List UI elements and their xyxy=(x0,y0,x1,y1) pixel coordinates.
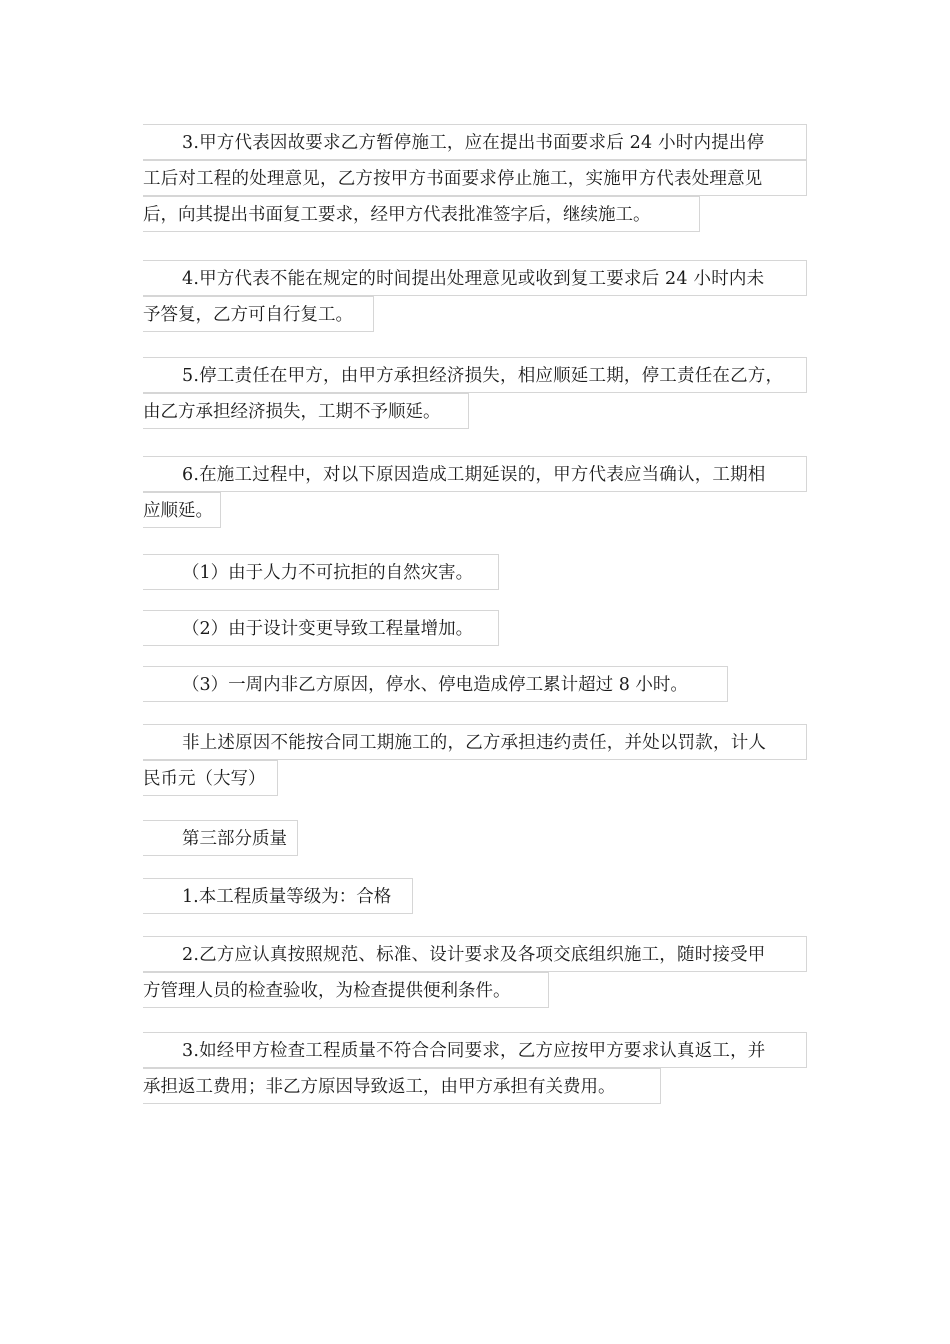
paragraph-line: 5.停工责任在甲方，由甲方承担经济损失，相应顺延工期，停工责任在乙方， xyxy=(143,357,807,393)
paragraph-line: 6.在施工过程中，对以下原因造成工期延误的，甲方代表应当确认，工期相 xyxy=(143,456,807,492)
paragraph-line: 后，向其提出书面复工要求，经甲方代表批准签字后，继续施工。 xyxy=(143,196,700,232)
paragraph-line: 民币元（大写） xyxy=(143,760,278,796)
section-heading-quality xyxy=(143,820,807,856)
paragraph-line: （1）由于人力不可抗拒的自然灾害。 xyxy=(143,554,499,590)
paragraph-line: 工后对工程的处理意见，乙方按甲方书面要求停止施工，实施甲方代表处理意见 xyxy=(143,160,807,196)
paragraph-line: 非上述原因不能按合同工期施工的，乙方承担违约责任，并处以罚款，计人 xyxy=(143,724,807,760)
paragraph-penalty xyxy=(143,724,807,796)
paragraph-line: 应顺延。 xyxy=(143,492,221,528)
paragraph-line: 4.甲方代表不能在规定的时间提出处理意见或收到复工要求后 24 小时内未 xyxy=(143,260,807,296)
list-item-utility-outage xyxy=(143,666,807,702)
paragraph-line: 由乙方承担经济损失，工期不予顺延。 xyxy=(143,393,469,429)
paragraph-line: 予答复，乙方可自行复工。 xyxy=(143,296,374,332)
paragraph-suspension-liability xyxy=(143,357,807,429)
paragraph-line: 3.甲方代表因故要求乙方暂停施工，应在提出书面要求后 24 小时内提出停 xyxy=(143,124,807,160)
paragraph-line: （2）由于设计变更导致工程量增加。 xyxy=(143,610,499,646)
paragraph-quality-standards xyxy=(143,936,807,1008)
paragraph-line: 第三部分质量 xyxy=(143,820,298,856)
list-item-design-change xyxy=(143,610,807,646)
paragraph-quality-grade xyxy=(143,878,807,914)
paragraph-line: 1.本工程质量等级为：合格 xyxy=(143,878,413,914)
paragraph-line: 2.乙方应认真按照规范、标准、设计要求及各项交底组织施工，随时接受甲 xyxy=(143,936,807,972)
paragraph-resume-work xyxy=(143,260,807,332)
paragraph-line: 方管理人员的检查验收，为检查提供便利条件。 xyxy=(143,972,549,1008)
paragraph-delay-confirmation xyxy=(143,456,807,528)
paragraph-line: 3.如经甲方检查工程质量不符合合同要求，乙方应按甲方要求认真返工，并 xyxy=(143,1032,807,1068)
list-item-force-majeure xyxy=(143,554,807,590)
paragraph-rework xyxy=(143,1032,807,1104)
paragraph-line: （3）一周内非乙方原因，停水、停电造成停工累计超过 8 小时。 xyxy=(143,666,728,702)
paragraph-suspension-request xyxy=(143,124,807,232)
paragraph-line: 承担返工费用；非乙方原因导致返工，由甲方承担有关费用。 xyxy=(143,1068,661,1104)
